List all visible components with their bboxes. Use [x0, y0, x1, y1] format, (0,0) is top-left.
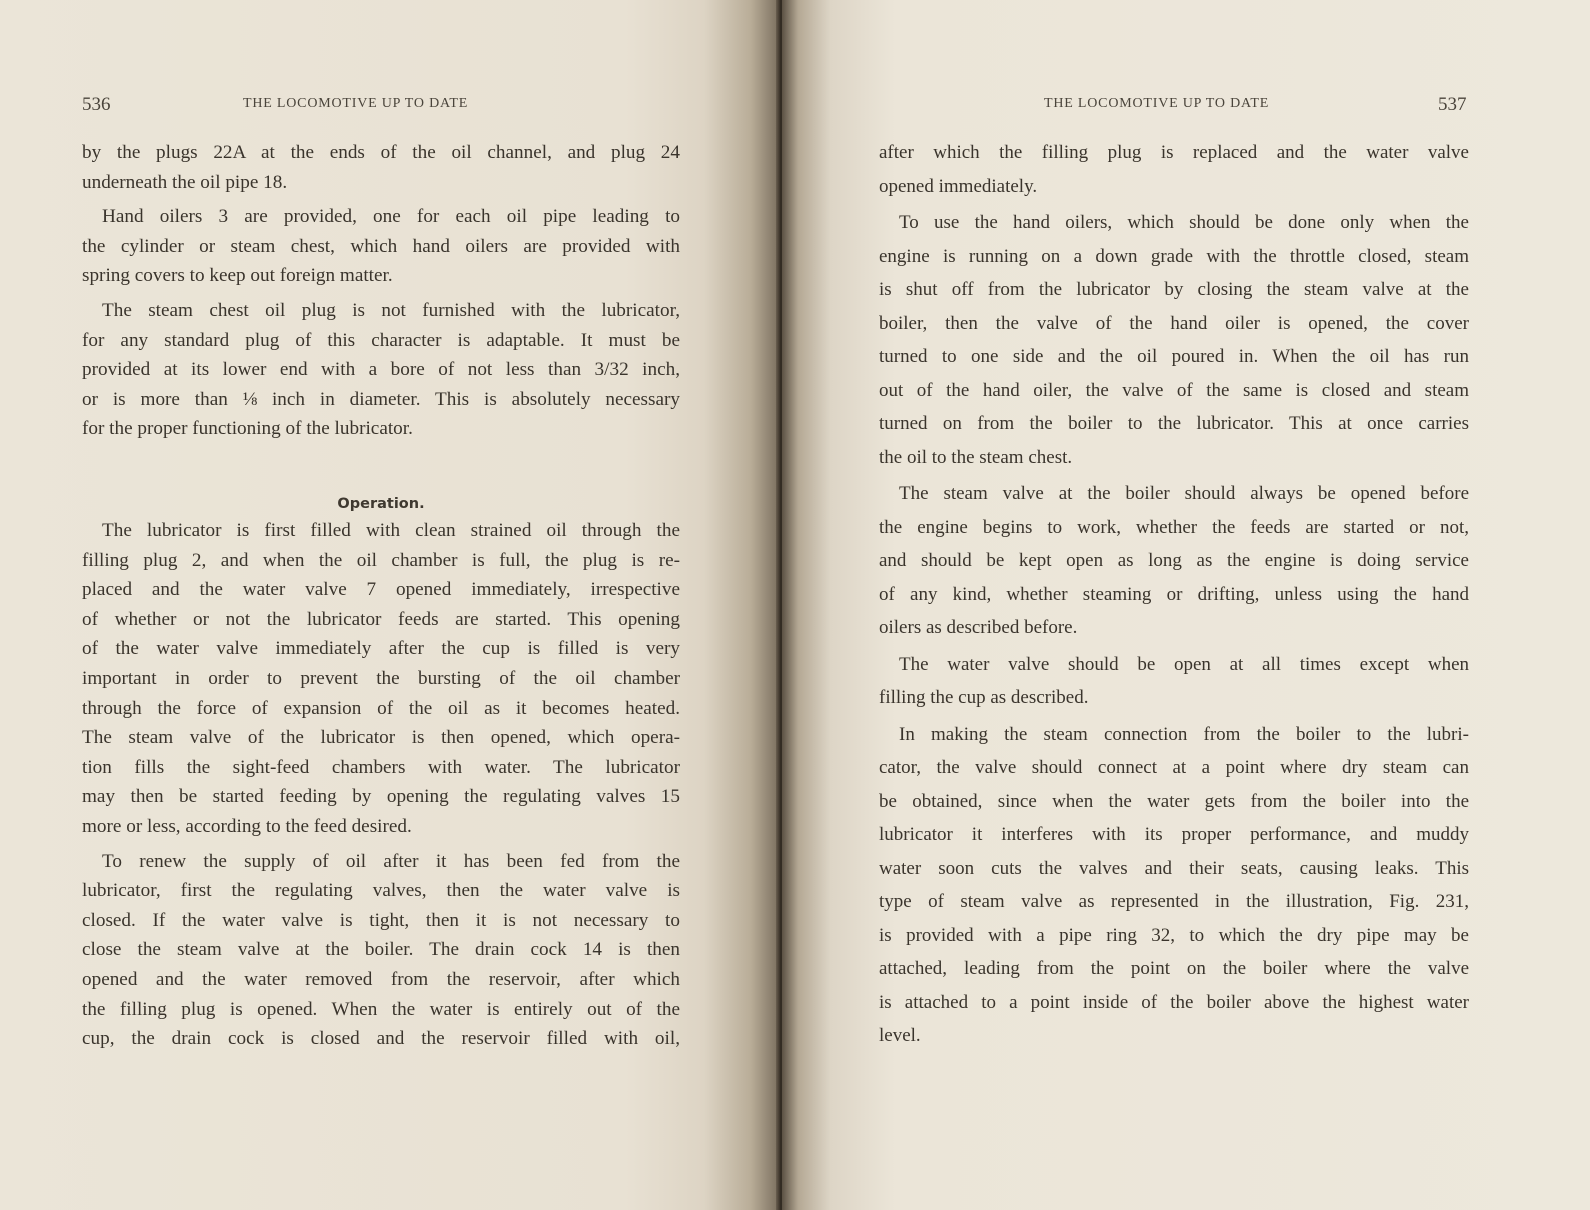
paragraph: [879, 206, 1469, 474]
text-line: may then be started feeding by opening the regulating valves 15: [82, 786, 680, 808]
left-body-bottom: [82, 516, 680, 1059]
text-line: of the water valve immediately after the cup is filled is very: [82, 638, 680, 660]
section-heading-operation: Operation.: [337, 496, 425, 512]
text-line: water soon cuts the valves and their seats, causing leaks. This: [879, 857, 1469, 879]
paragraph: [879, 718, 1469, 1053]
text-line: The steam valve of the lubricator is then opened, which opera-: [82, 727, 680, 749]
text-line: after which the filling plug is replaced and the water valve: [879, 142, 1469, 163]
text-line: more or less, according to the feed desired.: [82, 815, 412, 837]
text-line: the filling plug is opened. When the water is entirely out of the: [82, 998, 680, 1020]
text-line: turned on from the boiler to the lubricator. This at once carries: [879, 413, 1469, 434]
text-line: level.: [879, 1025, 921, 1046]
text-line: filling the cup as described.: [879, 687, 1089, 708]
right-page: [782, 0, 1590, 1210]
text-line: close the steam valve at the boiler. The drain cock 14 is then: [82, 939, 680, 961]
text-line: of whether or not the lubricator feeds are started. This opening: [82, 608, 680, 630]
text-line: is provided with a pipe ring 32, to which the dry pipe may be: [879, 924, 1469, 946]
left-running-head: THE LOCOMOTIVE UP TO DATE: [243, 96, 469, 111]
text-line: be obtained, since when the water gets from the boiler into the: [879, 790, 1469, 812]
text-line: oilers as described before.: [879, 617, 1078, 638]
right-page-number: 537: [1438, 94, 1467, 115]
text-line: filling plug 2, and when the oil chamber is full, the plug is re-: [82, 549, 680, 571]
text-line: provided at its lower end with a bore of not less than 3/32 inch,: [82, 359, 680, 381]
text-line: boiler, then the valve of the hand oiler is opened, the cover: [879, 312, 1469, 334]
paragraph: [82, 138, 680, 197]
paragraph: [879, 477, 1469, 645]
text-line: The water valve should be open at all times except when: [899, 653, 1469, 675]
text-line: lubricator it interferes with its proper performance, and muddy: [879, 824, 1469, 845]
paragraph: [82, 847, 680, 1054]
text-line: or is more than ⅛ inch in diameter. This is absolutely necessary: [82, 388, 680, 410]
text-line: placed and the water valve 7 opened immediately, irrespective: [82, 579, 680, 601]
paragraph: [82, 202, 680, 291]
text-line: opened immediately.: [879, 175, 1038, 197]
text-line: tion fills the sight-feed chambers with water. The lubricator: [82, 756, 680, 778]
text-line: The steam valve at the boiler should always be opened before: [899, 483, 1469, 504]
text-line: attached, leading from the point on the boiler where the valve: [879, 958, 1469, 979]
text-line: lubricator, first the regulating valves, then the water valve is: [82, 880, 680, 902]
text-line: In making the steam connection from the boiler to the lubri-: [899, 723, 1469, 745]
paragraph: [82, 296, 680, 444]
text-line: spring covers to keep out foreign matter.: [82, 265, 393, 287]
text-line: is attached to a point inside of the boiler above the highest water: [879, 991, 1469, 1013]
text-line: through the force of expansion of the oil as it becomes heated.: [82, 697, 680, 719]
text-line: by the plugs 22A at the ends of the oil channel, and plug 24: [82, 142, 680, 163]
text-line: is shut off from the lubricator by closing the steam valve at the: [879, 279, 1469, 300]
text-line: turned to one side and the oil poured in. When the oil has run: [879, 346, 1469, 367]
text-line: cator, the valve should connect at a point where dry steam can: [879, 757, 1469, 778]
text-line: cup, the drain cock is closed and the reservoir filled with oil,: [82, 1028, 680, 1050]
text-line: Hand oilers 3 are provided, one for each oil pipe leading to: [102, 206, 680, 228]
text-line: the oil to the steam chest.: [879, 446, 1073, 468]
text-line: out of the hand oiler, the valve of the same is closed and steam: [879, 379, 1469, 401]
text-line: The lubricator is first filled with clean strained oil through the: [102, 520, 680, 541]
paragraph: [879, 648, 1469, 715]
text-line: underneath the oil pipe 18.: [82, 171, 288, 193]
text-line: the cylinder or steam chest, which hand oilers are provided with: [82, 235, 680, 257]
left-page: [0, 0, 782, 1210]
paragraph: [82, 516, 680, 842]
left-body-top: [82, 138, 680, 449]
text-line: closed. If the water valve is tight, then it is not necessary to: [82, 909, 680, 931]
text-line: for the proper functioning of the lubricator.: [82, 418, 413, 440]
text-line: for any standard plug of this character is adaptable. It must be: [82, 329, 680, 351]
text-line: engine is running on a down grade with the throttle closed, steam: [879, 245, 1469, 267]
text-line: opened and the water removed from the reservoir, after which: [82, 968, 680, 990]
text-line: The steam chest oil plug is not furnished with the lubricator,: [102, 299, 680, 321]
text-line: important in order to prevent the bursting of the oil chamber: [82, 667, 680, 689]
text-line: and should be kept open as long as the engine is doing service: [879, 550, 1469, 571]
text-line: of any kind, whether steaming or drifting, unless using the hand: [879, 583, 1469, 605]
paragraph: [879, 136, 1469, 203]
right-running-head: THE LOCOMOTIVE UP TO DATE: [1044, 96, 1270, 111]
text-line: the engine begins to work, whether the feeds are started or not,: [879, 516, 1469, 538]
text-line: type of steam valve as represented in the illustration, Fig. 231,: [879, 891, 1469, 912]
text-line: To use the hand oilers, which should be done only when the: [899, 212, 1469, 233]
right-body: [879, 136, 1469, 1056]
text-line: To renew the supply of oil after it has been fed from the: [102, 850, 680, 872]
left-page-number: 536: [82, 94, 111, 115]
